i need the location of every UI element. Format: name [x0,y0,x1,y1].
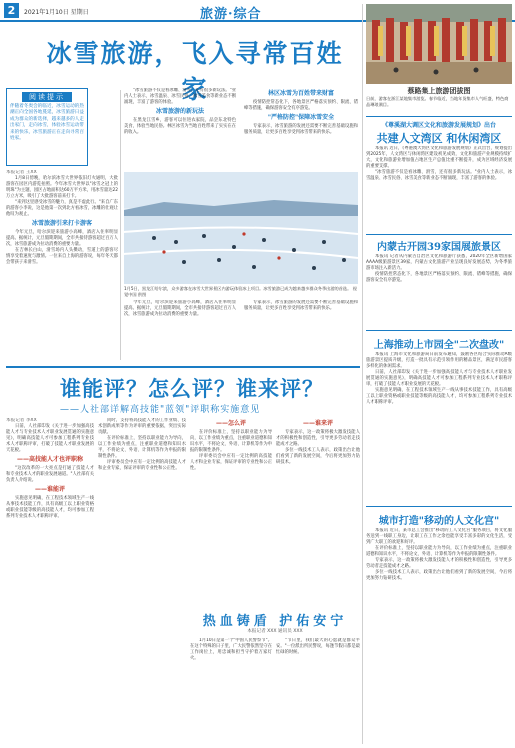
lead-paragraph: 在黑龙江雪乡，游客可以住进农家院，品尝东北特色美食，体验当地民俗。林区冰雪为当地百姓带来了实实在在的收入。 [124,118,236,135]
story2-paragraph: 疫情防控常态化下，各地景区严格落实预约、限流、错峰等措施，确保游客安全有序游览。 [366,272,512,283]
bottom-column-3 [190,418,272,606]
reading-tips-box [6,88,88,166]
section-rule [366,330,512,331]
section-rule [366,116,512,117]
bottom-paragraph: 实施意见明确，在工程技术领域生产一线从事技术技能工作，具有高级工以上职业资格或职业技能等级的高技能人才，均可参加工程系列专业技术人才职称评审。 [6,496,94,519]
story2-body [366,254,512,326]
story1-headline: 共建人文湾区 和休闲湾区 [376,132,502,145]
lead-paragraph: "来到这里感受冰雪的魅力，真是不虚此行。"来自广东的游客小李说，这是他第一次到北方看冰雪，冰雕的壮观让他叹为观止。 [6,200,118,217]
story1-paragraph: 本报讯 近日，《粤港澳大湾区文化和旅游发展规划》正式出台，规划提出到2025年，人文湾区与休闲湾区建设初见成效，文化和旅游产业规模持续扩大，文化和旅游业增加值占地区生产总值比重不断提升，成为区域经济发展的重要支撑。 [366,146,512,169]
story3-paragraph: 本报讯 上海市文化和旅游局日前发布通知，鼓励各区结合实际推动A级旅游景区提质升级，打造一批具有示范引领作用的精品景区，满足市民游客多样化的休闲需求。 [366,352,512,369]
lead-column-4 [124,300,236,362]
issue-date: 2021年1月10日 星期日 [24,9,89,16]
ice-rink-caption: 1月5日，黑龙江哈尔滨，众多游客在冰雪大世界景区内游玩体验冰上项目。冰雪旅游已成为越来越多群众冬季出游的首选。 视觉中国 供图 [124,286,357,297]
bottom-byline: 本报记者 李XX [6,418,37,423]
bottom-paragraph: 同时，支持将高技能人才的工作业绩、技术创新成果等作为评审的重要依据，突出实际贡献。 [98,418,186,435]
reading-tips-title: 阅读提示 [22,92,72,102]
lead-headline: 冰雪旅游，飞入寻常百姓家 [46,39,344,104]
police-column-2 [276,638,360,744]
story2-paragraph: 本报讯 记者从内蒙古自治区文化和旅游厅获悉，2020年全区新增国家AAAA级旅游景区39家，内蒙古文化旅游产业呈现良好发展态势，为冬季旅游市场注入新活力。 [366,254,512,271]
lead-column-5 [244,300,358,362]
bottom-subline: ——人社部详解高技能"蓝领"评职称实施意见 [60,405,261,415]
story1-body [366,146,512,232]
lead-column-2 [124,88,236,170]
bottom-paragraph: 评审委员会中应有一定比例的高技能人才和企业专家，保证评审的专业性和公正性。 [98,460,186,471]
market-photo-title: 蔡路集上旅游团拔图 [407,86,471,95]
story4-paragraph: 多位一线技术工人表示，政策出台让他们看到了新的发展空间，今后将更加努力钻研技术。 [366,570,512,581]
bottom-column-2 [98,418,186,744]
bottom-paragraph: "这次改革的一大亮点是打通了技能人才和专业技术人才的职业发展通道。"人社部有关负责人介绍说。 [6,466,94,483]
police-column-1 [190,638,272,744]
column-separator [120,90,121,360]
bottom-paragraph: 日前，人社部印发《关于进一步加强高技能人才与专业技术人才职业发展贯通的实施意见》，明确高技能人才可参加工程系列专业技术人才职称评审，打破了技能人才职业发展的天花板。 [6,424,94,453]
lead-subhead: 林区冰雪为百姓带来财富 [267,90,334,97]
page-number: 2 [4,3,19,18]
lead-paragraph: 今年元旦，哈尔滨迎来旅游小高峰，酒店入住率明显提高。据统计，元旦假期期间，全市共接待游客超过百万人次，冰雪旅游成为拉动消费的重要力量。 [6,230,118,247]
lead-subhead: "严格防控"保障冰雪安全 [267,114,335,121]
police-story-headline: 热血铸盾 护佑安宁 [202,614,348,629]
bottom-subhead: ——怎么评 [215,420,246,427]
bottom-paragraph: 专家表示，这一政策将极大激发技能人才的积极性和创造性，引导更多劳动者走技能成才之路。 [276,430,360,447]
story3-paragraph: 日前，人社部印发《关于进一步加强高技能人才与专业技术人才职业发展贯通的实施意见》，明确高技能人才可参加工程系列专业技术人才职称评审，打破了技能人才职业发展的天花板。 [366,370,512,387]
market-photo [366,4,512,84]
story2-headline: 内蒙古开园39家国展旅景区 [377,242,501,253]
story4-paragraph: 本报讯 近日，某市总工会推出"移动的工人文化宫"服务项目，将文化服务送到一线职工身边，让职工在工作之余也能享受丰富多彩的文化生活，受到广大职工的欢迎和好评。 [366,528,512,545]
bottom-headline: 谁能评？怎么评？谁来评？ [60,376,324,401]
story4-paragraph: 专家表示，这一政策将极大激发技能人才的积极性和创造性，引导更多劳动者走技能成才之路。 [366,558,512,569]
story3-paragraph: 实施意见明确，在工程技术领域生产一线从事技术技能工作，具有高级工以上职业资格或职业技能等级的高技能人才，均可参加工程系列专业技术人才职称评审。 [366,388,512,405]
story3-headline: 上海推动上市园全"二次盘改" [373,340,505,351]
lead-paragraph: "冰雪旅游不仅是看冰雕、滑雪，还有很多新玩法。"业内人士表示，冰雪温泉、冰雪民俗、冰雪美食等新业态不断涌现，丰富了游客的体验。 [124,88,236,105]
reading-tips-text: 伴随着冬奥会的临近，冰雪运动的热潮正向全国各地蔓延，冰雪旅游日益成为群众的新选择，越来越多的人走出家门，走向冰雪，体验冰雪运动带来的快乐，冰雪旅游正在走向寻常百姓家。 [10,104,84,142]
story4-body [366,528,512,742]
bottom-subhead: ——谁能评 [34,486,65,493]
ice-rink-illustration [124,172,358,284]
lead-paragraph: 今年元旦，哈尔滨迎来旅游小高峰，酒店入住率明显提高。据统计，元旦假期期间，全市共接待游客超过百万人次，冰雪旅游成为拉动消费的重要力量。 [124,300,236,317]
bottom-paragraph: 在评价标准上，坚持以职业能力为导向，以工作业绩为重点，注重职业道德和知识水平，不将论文、外语、计算机等作为申报的限制性条件。 [190,430,272,453]
story3-body [366,352,512,502]
bottom-paragraph: 在评价标准上，坚持以职业能力为导向，以工作业绩为重点，注重职业道德和知识水平，不将论文、外语、计算机等作为申报的限制性条件。 [98,436,186,459]
bottom-subhead: ——谁来评 [302,420,333,427]
lead-paragraph: 疫情防控常态化下，各地景区严格落实预约、限流、错峰等措施，确保游客安全有序游览。 [244,100,358,111]
lead-byline: 本报记者 王XX [6,170,37,175]
market-illustration [366,4,512,84]
section-rule [366,506,512,507]
lead-column-3 [244,88,358,170]
police-paragraph: "节日里，我们最大的心愿就是群众平安。"一位派出所民警说，每逢节假日都是最忙碌的时候。 [276,638,360,655]
story4-paragraph: 在评价标准上，坚持以职业能力为导向，以工作业绩为重点，注重职业道德和知识水平，不将论文、外语、计算机等作为申报的限制性条件。 [366,546,512,557]
bottom-column-1 [6,418,94,744]
bottom-subhead: ——高技能人才也评职称 [16,456,83,463]
bottom-column-4 [276,418,360,606]
lead-paragraph: 在吉林长白山，滑雪场内人头攒动，雪道上的游客尽情享受着速度与激情。一位来自上海的游客说，每年冬天都会带孩子来滑雪。 [6,248,118,265]
column-separator [362,4,363,744]
story1-kicker: 《尊溪湖大调区文化和旅游发展规划》出台 [381,122,496,129]
ice-rink-photo [124,172,358,284]
lead-paragraph: 专家表示，冰雪旅游的发展还需要不断完善基础设施和服务质量，让更多百姓享受到冰雪带来的快乐。 [244,124,358,135]
lead-subhead: 冰雪旅游引来打卡游客 [31,220,92,227]
market-photo-caption: 日前，游客在浙江某地集市游览。春节临近，当地年货集市人气旺盛，特色商品琳琅满目。 [366,96,509,107]
story1-paragraph: "冰雪旅游不仅是看冰雕、滑雪，还有很多新玩法。"业内人士表示，冰雪温泉、冰雪民俗、冰雪美食等新业态不断涌现，丰富了游客的体验。 [366,170,512,181]
lead-subhead: 冰雪旅游的新玩法 [155,108,204,115]
lead-paragraph: 1月8日傍晚，哈尔滨冰雪大世界依旧灯火通明，大批游客在园区内游览拍照。今年冰雪大世界以"冰雪之冠上的明珠"为主题，园区占地面积达60万平方米，用冰雪量达22万立方米，吸引了大批游客前来打卡。 [6,176,118,199]
bottom-paragraph: 评审委员会中应有一定比例的高技能人才和企业专家，保证评审的专业性和公正性。 [190,454,272,471]
section-title: 旅游·综合 [200,7,262,22]
section-rule [366,234,512,235]
lead-paragraph: 专家表示，冰雪旅游的发展还需要不断完善基础设施和服务质量，让更多百姓享受到冰雪带来的快乐。 [244,300,358,311]
bottom-paragraph: 多位一线技术工人表示，政策出台让他们看到了新的发展空间，今后将更加努力钻研技术。 [276,448,360,465]
police-paragraph: 1月10日是第一个"中国人民警察节"。在这个特殊的日子里，广大民警依然坚守在工作岗位上，用忠诚和担当守护着万家灯火。 [190,638,272,661]
story4-headline: 城市打造"移动的人文化宫" [378,516,500,527]
lead-column-1 [6,170,118,362]
section-divider [6,366,360,368]
police-story-byline: 本报记者 XXX 通讯员 XXX [247,629,303,634]
